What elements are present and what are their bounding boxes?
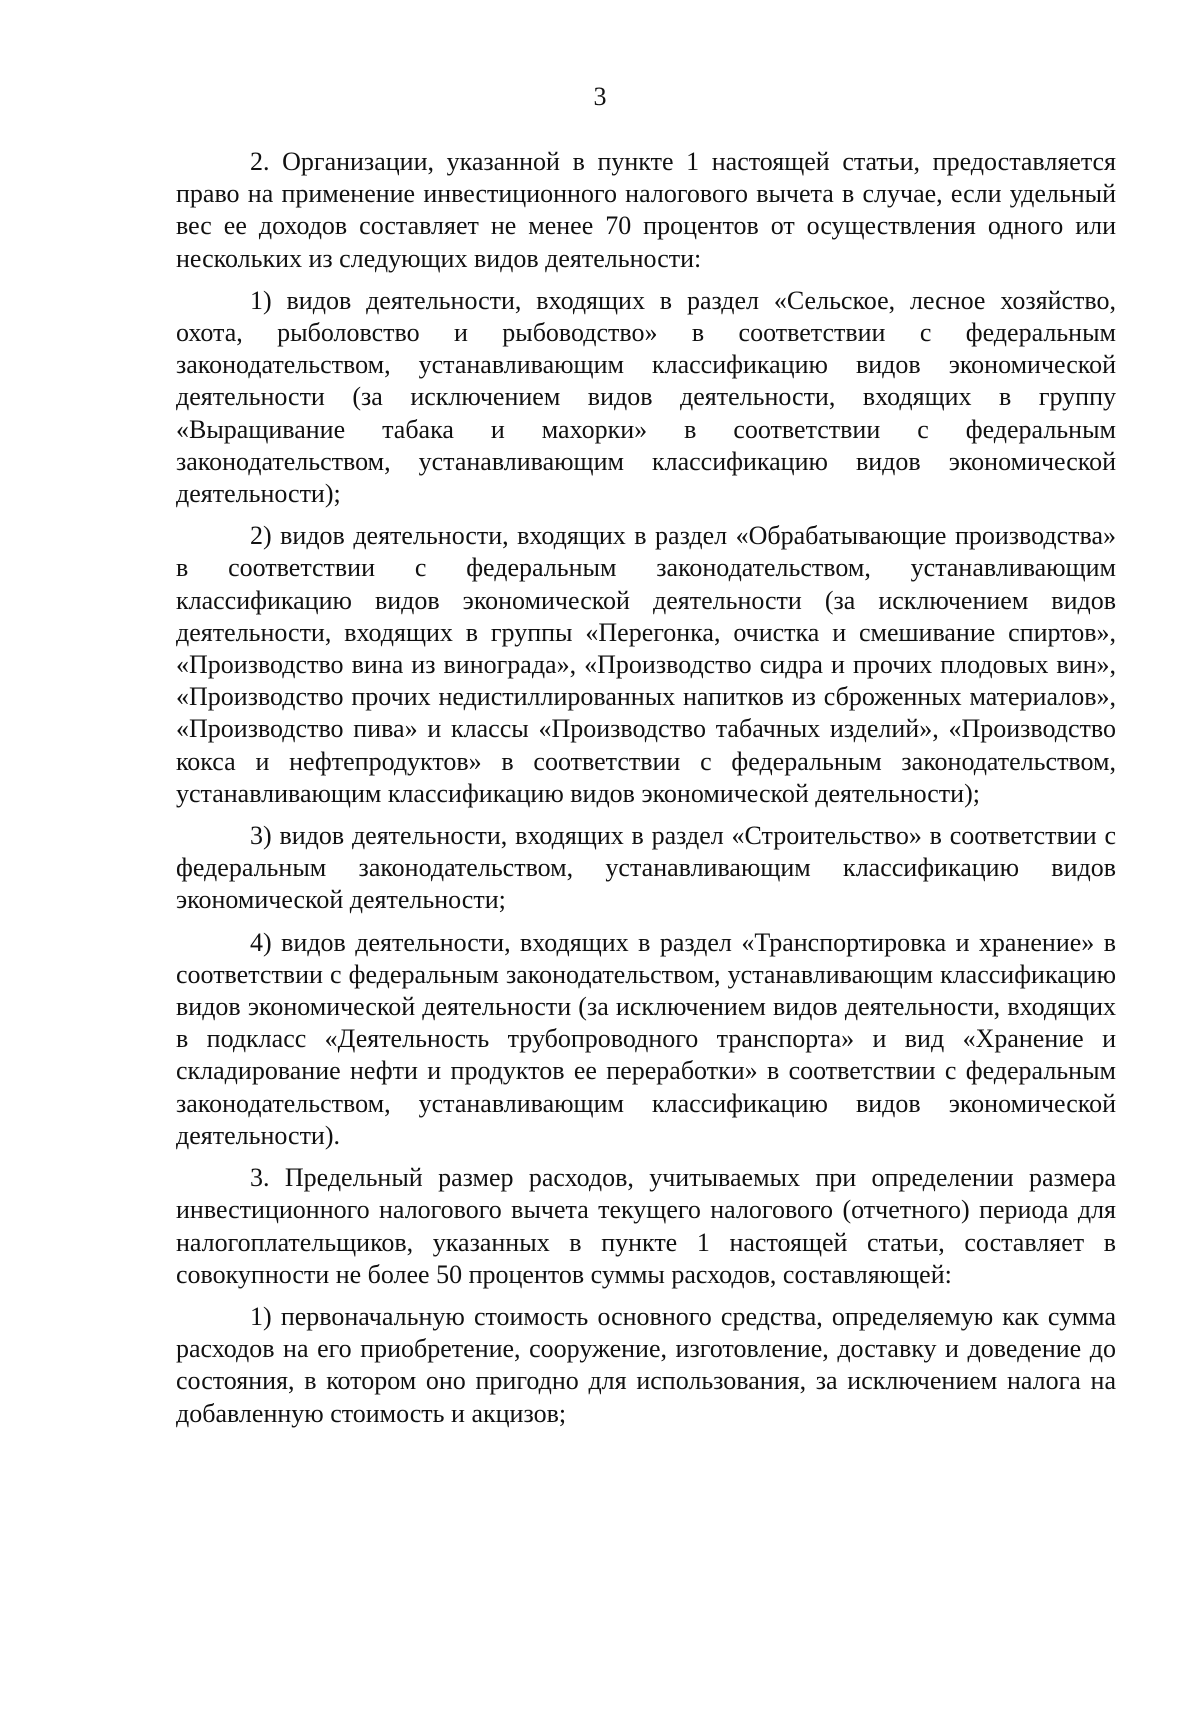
page-number: 3 bbox=[593, 82, 607, 111]
paragraph-item-3: 3) видов деятельности, входящих в раздел «Строительство» в соответствии с федеральным законодательством, устанавливающим классификацию видов экономической деятельности; bbox=[176, 821, 1116, 915]
paragraph-item-1: 1) видов деятельности, входящих в раздел «Сельское, лесное хозяйство, охота, рыболовство и рыбоводство» в соответствии с федеральным законодательством, устанавливающим классификацию видов экономической деятельности (за исключением видов деятельности, входящих в группу «Выращивание табака и махорки» в соответствии с федеральным законодательством, устанавливающим классификацию видов экономической деятельности); bbox=[176, 285, 1116, 509]
paragraph-item-4: 4) видов деятельности, входящих в раздел «Транспортировка и хранение» в соответствии с федеральным законодательством, устанавливающим классификацию видов экономической деятельности (за исключением видов деятельности, входящих в подкласс «Деятельность трубопроводного транспорта» и вид «Хранение и складирование нефти и продуктов ее переработки» в соответствии с федеральным законодательством, устанавливающим классификацию видов экономической деятельности). bbox=[176, 927, 1116, 1150]
paragraph-3-item-1: 1) первоначальную стоимость основного средства, определяемую как сумма расходов на его приобретение, сооружение, изготовление, доставку и доведение до состояния, в котором оно пригодно для использования, за исключением налога на добавленную стоимость и акцизов; bbox=[176, 1301, 1116, 1428]
document-content bbox=[176, 146, 1116, 1430]
paragraph-item-2: 2) видов деятельности, входящих в раздел «Обрабатывающие производства» в соответствии с федеральным законодательством, устанавливающим классификацию видов экономической деятельности (за исключением видов деятельности, входящих в группы «Перегонка, очистка и смешивание спиртов», «Производство вина из винограда», «Производство сидра и прочих плодовых вин», «Производство прочих недистиллированных напитков из сброженных материалов», «Производство пива» и классы «Производство табачных изделий», «Производство кокса и нефтепродуктов» в соответствии с федеральным законодательством, устанавливающим классификацию видов экономической деятельности); bbox=[176, 521, 1116, 808]
paragraph-2-intro: 2. Организации, указанной в пункте 1 настоящей статьи, предоставляется право на применение инвестиционного налогового вычета в случае, если удельный вес ее доходов составляет не менее 70 процентов от осуществления одного или нескольких из следующих видов деятельности: bbox=[176, 147, 1116, 273]
paragraph-3-intro: 3. Предельный размер расходов, учитываемых при определении размера инвестиционного налогового вычета текущего налогового (отчетного) периода для налогоплательщиков, указанных в пункте 1 настоящей статьи, составляет в совокупности не более 50 процентов суммы расходов, составляющей: bbox=[176, 1163, 1116, 1289]
